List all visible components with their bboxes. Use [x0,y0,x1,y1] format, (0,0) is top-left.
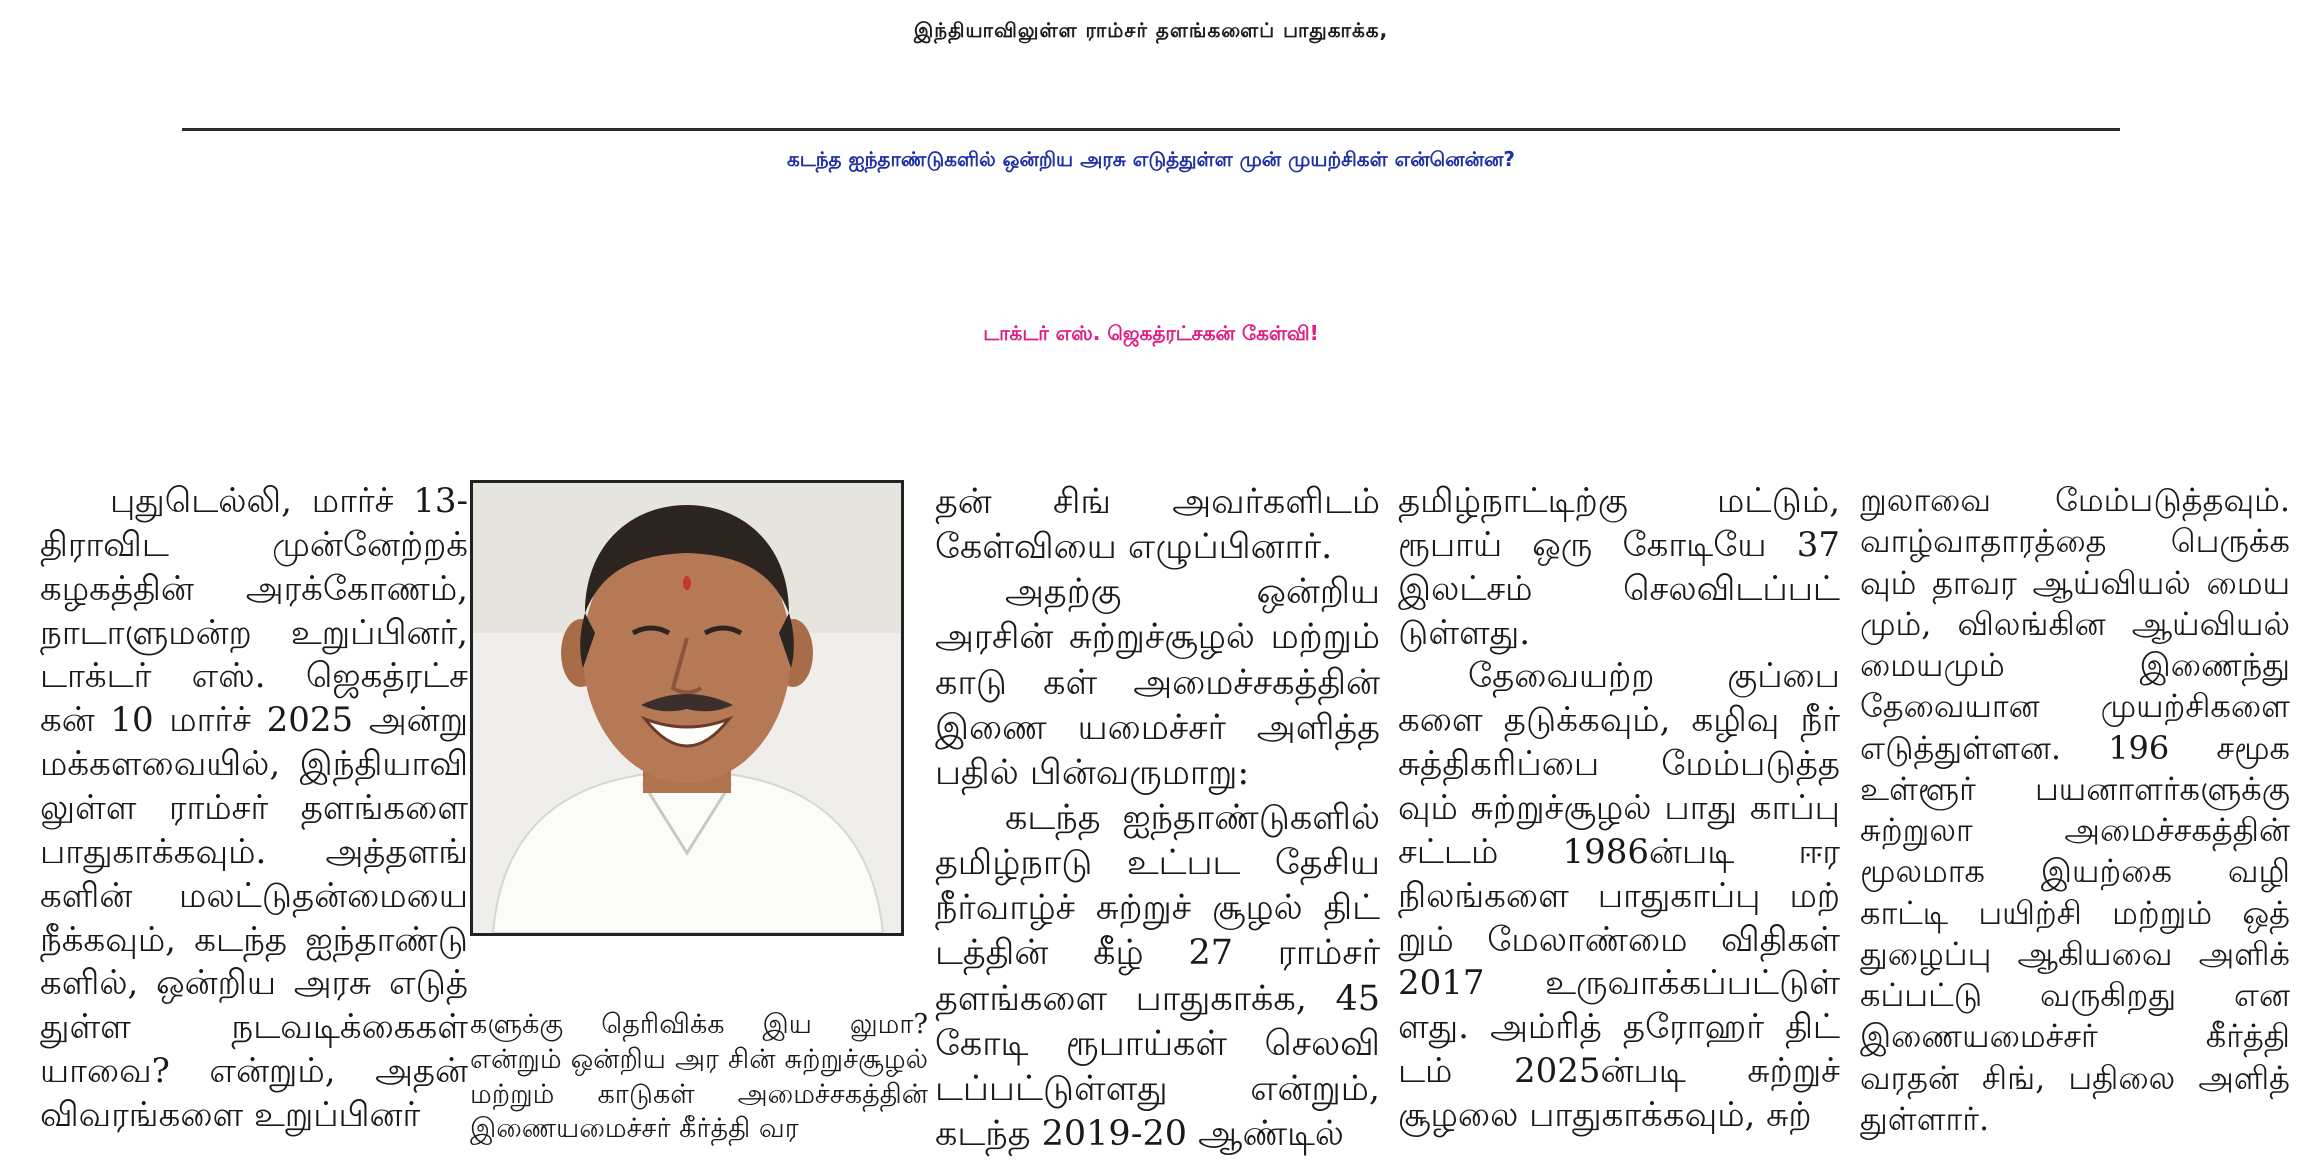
portrait-illustration [473,483,901,933]
portrait-photo [470,480,904,936]
headline-divider [182,128,2120,131]
article-column-3 [935,480,1380,1157]
headline-byline: டாக்டர் எஸ். ஜெகத்ரட்சகன் கேள்வி! [983,321,1319,345]
column-3-paragraph-3: கடந்த ஐந்தாண்டுகளில் தமிழ்நாடு உட்பட தேசிய நீர்வாழ்ச் சுற்றுச் சூழல் திட் டத்தின் கீழ் 27 ராம்சர் தளங்களை பாதுகாக்க, 45 கோடி ரூபாய்கள் செலவி டப்பட்டுள்ளது என்றும், கடந்த 2019-20 ஆண்டில் [935,797,1380,1154]
article-column-4 [1398,480,1840,1138]
headline-kicker: இந்தியாவிலுள்ள ராம்சர் தளங்களைப் பாதுகாக்க, [913,18,1389,42]
column-3-paragraph-2: அதற்கு ஒன்றிய அரசின் சுற்றுச்சூழல் மற்றும் காடு கள் அமைச்சகத்தின் இணை யமைச்சர் அளித்த பதில் பின்வருமாறு: [935,572,1380,793]
column-4-paragraph-2: தேவையற்ற குப்பை களை தடுக்கவும், கழிவு நீர் சுத்திகரிப்பை மேம்படுத்த வும் சுற்றுச்சூழல் பாது காப்பு சட்டம் 1986ன்படி ஈர நிலங்களை பாதுகாப்பு மற் றும் மேலாண்மை விதிகள் 2017 உருவாக்கப்பட்டுள் ளது. அம்ரித் தரோஹர் திட் டம் 2025ன்படி சுற்றுச் சூழலை பாதுகாக்கவும், சுற் [1398,656,1840,1136]
headline-main: கடந்த ஐந்தாண்டுகளில் ஒன்றிய அரசு எடுத்துள்ள முன் முயற்சிகள் என்னென்ன? [787,147,1515,171]
column-4-paragraph-1: தமிழ்நாட்டிற்கு மட்டும், ரூபாய் ஒரு கோடியே 37 இலட்சம் செலவிடப்பட் டுள்ளது. [1398,481,1840,653]
column-3-paragraph-1: தன் சிங் அவர்களிடம் கேள்வியை எழுப்பினார். [935,482,1380,568]
column-1-paragraph-1: புதுடெல்லி, மார்ச் 13- திராவிட முன்னேற்றக் கழகத்தின் அரக்கோணம், நாடாளுமன்ற உறுப்பினர், டாக்டர் எஸ். ஜெகத்ரட்ச கன் 10 மார்ச் 2025 அன்று மக்களவையில், இந்தியாவி லுள்ள ராம்சர் தளங்களை பாதுகாக்கவும். அத்தளங் களின் மலட்டுதன்மையை நீக்கவும், கடந்த ஐந்தாண்டு களில், ஒன்றிய அரசு எடுத் துள்ள நடவடிக்கைகள் யாவை? என்றும், அதன் விவரங்களை உறுப்பினர் [40,481,468,1136]
article-column-1 [40,480,468,1138]
article-column-2 [470,1008,928,1147]
column-5-paragraph-1: றுலாவை மேம்படுத்தவும். வாழ்வாதாரத்தை பெருக்க வும் தாவர ஆய்வியல் மைய மும், விலங்கின ஆய்வியல் மையமும் இணைந்து தேவையான முயற்சிகளை எடுத்துள்ளன. 196 சமூக உள்ளூர் பயனாளர்களுக்கு சுற்றுலா அமைச்சகத்தின் மூலமாக இயற்கை வழி காட்டி பயிற்சி மற்றும் ஒத் துழைப்பு ஆகியவை அளிக் கப்பட்டு வருகிறது என இணையமைச்சர் கீர்த்தி வரதன் சிங், பதிலை அளித் துள்ளார். [1860,481,2290,1138]
column-2-paragraph-1: களுக்கு தெரிவிக்க இய லுமா? என்றும் ஒன்றிய அர சின் சுற்றுச்சூழல் மற்றும் காடுகள் அமைச்சகத்தின் இணையமைச்சர் கீர்த்தி வர [470,1009,928,1145]
article-column-5 [1860,480,2290,1140]
